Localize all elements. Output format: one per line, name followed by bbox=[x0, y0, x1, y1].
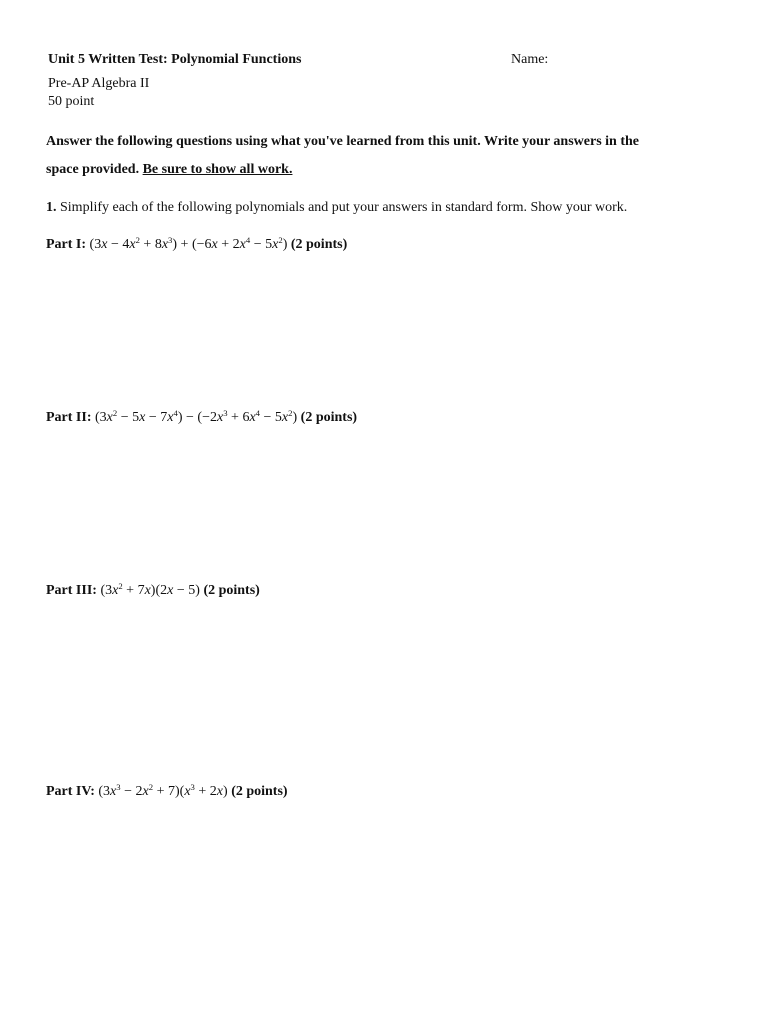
question-1-number: 1. bbox=[46, 200, 57, 215]
part-4-expression: $(3x^3 - 2x^2 + 7)(x^3 + 2x)$ bbox=[98, 782, 228, 799]
test-title: Unit 5 Written Test: Polynomial Functions bbox=[48, 52, 302, 67]
part-1-points: (2 points) bbox=[290, 237, 348, 252]
part-1 bbox=[46, 237, 347, 252]
instructions-line-2 bbox=[46, 162, 292, 177]
part-3-label: Part III: bbox=[46, 583, 97, 598]
part-1-expression: $(3x - 4x^2 + 8x^3) + (-6x + 2x^4 - 5x^2)$ bbox=[89, 235, 288, 252]
total-points: 50 point bbox=[48, 94, 95, 109]
part-1-label: Part I: bbox=[46, 237, 87, 252]
part-2 bbox=[46, 410, 357, 425]
course-name: Pre-AP Algebra II bbox=[48, 76, 150, 91]
part-4-points: (2 points) bbox=[231, 784, 288, 799]
part-3-expression: $(3x^2 + 7x)(2x - 5)$ bbox=[100, 581, 200, 598]
part-4-answer-space[interactable] bbox=[46, 805, 726, 1005]
question-1-text: Simplify each of the following polynomials and put your answers in standard form. Show your work. bbox=[60, 200, 628, 215]
instructions-line-1: Answer the following questions using what you've learned from this unit. Write your answers in the bbox=[46, 134, 639, 149]
part-2-answer-space[interactable] bbox=[46, 431, 726, 571]
part-2-expression: $(3x^2 - 5x - 7x^4) - (-2x^3 + 6x^4 - 5x^2)$ bbox=[95, 408, 298, 425]
part-4 bbox=[46, 784, 288, 799]
question-1 bbox=[46, 200, 627, 215]
part-3 bbox=[46, 583, 260, 598]
instructions-space-provided: space provided. bbox=[46, 162, 140, 177]
part-3-points: (2 points) bbox=[203, 583, 260, 598]
part-4-label: Part IV: bbox=[46, 784, 95, 799]
part-3-answer-space[interactable] bbox=[46, 604, 726, 772]
part-2-label: Part II: bbox=[46, 410, 92, 425]
instructions-show-work: Be sure to show all work. bbox=[142, 162, 293, 177]
part-1-answer-space[interactable] bbox=[46, 258, 726, 398]
part-2-points: (2 points) bbox=[300, 410, 358, 425]
name-label: Name: bbox=[511, 52, 549, 67]
